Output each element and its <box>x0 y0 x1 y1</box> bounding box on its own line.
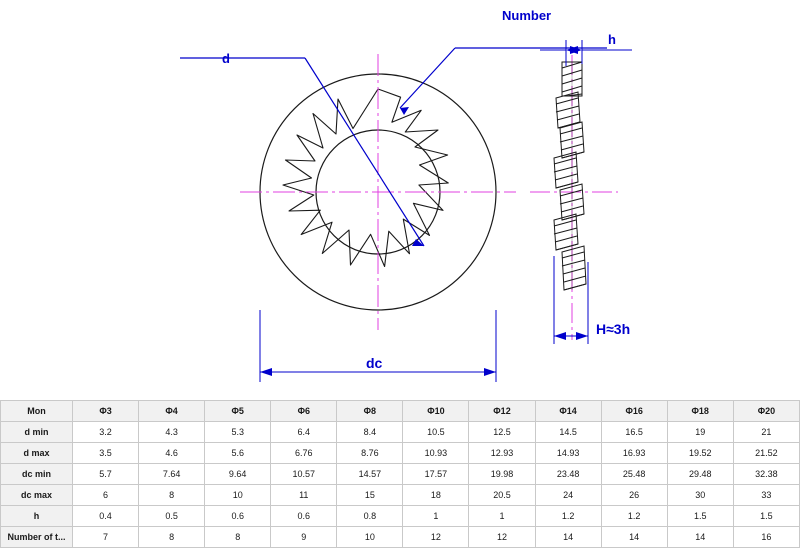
table-row <box>1 527 800 548</box>
header-cell: Φ18 <box>667 401 733 422</box>
data-cell: 25.48 <box>601 464 667 485</box>
data-cell: 12.93 <box>469 443 535 464</box>
data-cell: 16.93 <box>601 443 667 464</box>
header-cell: Φ8 <box>337 401 403 422</box>
data-cell: 14 <box>667 527 733 548</box>
data-cell: 8 <box>205 527 271 548</box>
data-cell: 32.38 <box>733 464 799 485</box>
data-cell: 6.76 <box>271 443 337 464</box>
data-cell: 7.64 <box>139 464 205 485</box>
data-cell: 6 <box>73 485 139 506</box>
data-cell: 14.5 <box>535 422 601 443</box>
data-cell: 23.48 <box>535 464 601 485</box>
data-cell: 20.5 <box>469 485 535 506</box>
data-cell: 4.3 <box>139 422 205 443</box>
data-cell: 4.6 <box>139 443 205 464</box>
header-cell: Mon <box>1 401 73 422</box>
table-row <box>1 443 800 464</box>
data-cell: 7 <box>73 527 139 548</box>
data-cell: 12 <box>403 527 469 548</box>
table-row <box>1 506 800 527</box>
data-cell: 8.4 <box>337 422 403 443</box>
data-cell: 0.6 <box>271 506 337 527</box>
data-cell: 14.93 <box>535 443 601 464</box>
label-H: H≈3h <box>596 321 631 337</box>
data-cell: 5.6 <box>205 443 271 464</box>
data-cell: 24 <box>535 485 601 506</box>
data-cell: 14 <box>601 527 667 548</box>
table-row <box>1 422 800 443</box>
header-cell: Φ14 <box>535 401 601 422</box>
header-cell: Φ16 <box>601 401 667 422</box>
header-cell: Φ20 <box>733 401 799 422</box>
data-cell: 1.5 <box>733 506 799 527</box>
data-cell: 6.4 <box>271 422 337 443</box>
data-cell: 15 <box>337 485 403 506</box>
data-cell: 5.7 <box>73 464 139 485</box>
row-label: dc max <box>1 485 73 506</box>
data-cell: 30 <box>667 485 733 506</box>
data-cell: 5.3 <box>205 422 271 443</box>
data-cell: 0.5 <box>139 506 205 527</box>
data-cell: 10.57 <box>271 464 337 485</box>
data-cell: 16 <box>733 527 799 548</box>
data-cell: 17.57 <box>403 464 469 485</box>
data-cell: 9 <box>271 527 337 548</box>
data-cell: 18 <box>403 485 469 506</box>
header-cell: Φ4 <box>139 401 205 422</box>
data-cell: 1 <box>403 506 469 527</box>
data-cell: 16.5 <box>601 422 667 443</box>
specification-table-container <box>0 400 800 556</box>
data-cell: 12.5 <box>469 422 535 443</box>
data-cell: 19.98 <box>469 464 535 485</box>
data-cell: 14 <box>535 527 601 548</box>
internal-teeth <box>283 89 448 267</box>
row-label: d min <box>1 422 73 443</box>
data-cell: 0.4 <box>73 506 139 527</box>
data-cell: 21.52 <box>733 443 799 464</box>
data-cell: 33 <box>733 485 799 506</box>
leader-d <box>180 58 424 246</box>
table-row <box>1 485 800 506</box>
row-label: Number of t... <box>1 527 73 548</box>
data-cell: 14.57 <box>337 464 403 485</box>
table-header-row <box>1 401 800 422</box>
data-cell: 8 <box>139 527 205 548</box>
header-cell: Φ3 <box>73 401 139 422</box>
data-cell: 10.93 <box>403 443 469 464</box>
data-cell: 0.6 <box>205 506 271 527</box>
label-d: d <box>222 51 230 66</box>
data-cell: 1.5 <box>667 506 733 527</box>
header-cell: Φ5 <box>205 401 271 422</box>
data-cell: 3.2 <box>73 422 139 443</box>
data-cell: 12 <box>469 527 535 548</box>
table-row <box>1 464 800 485</box>
data-cell: 21 <box>733 422 799 443</box>
side-section-view <box>530 32 632 344</box>
data-cell: 29.48 <box>667 464 733 485</box>
data-cell: 10.5 <box>403 422 469 443</box>
data-cell: 0.8 <box>337 506 403 527</box>
data-cell: 10 <box>337 527 403 548</box>
data-cell: 8.76 <box>337 443 403 464</box>
label-h: h <box>608 32 616 47</box>
data-cell: 9.64 <box>205 464 271 485</box>
header-cell: Φ6 <box>271 401 337 422</box>
data-cell: 3.5 <box>73 443 139 464</box>
specification-table <box>0 400 800 548</box>
data-cell: 26 <box>601 485 667 506</box>
label-number: Number <box>502 8 552 23</box>
data-cell: 11 <box>271 485 337 506</box>
data-cell: 1 <box>469 506 535 527</box>
data-cell: 1.2 <box>535 506 601 527</box>
row-label: d max <box>1 443 73 464</box>
header-cell: Φ12 <box>469 401 535 422</box>
data-cell: 8 <box>139 485 205 506</box>
label-dc: dc <box>366 355 383 371</box>
data-cell: 10 <box>205 485 271 506</box>
row-label: dc min <box>1 464 73 485</box>
data-cell: 19 <box>667 422 733 443</box>
row-label: h <box>1 506 73 527</box>
header-cell: Φ10 <box>403 401 469 422</box>
data-cell: 19.52 <box>667 443 733 464</box>
leader-number <box>400 48 607 115</box>
data-cell: 1.2 <box>601 506 667 527</box>
